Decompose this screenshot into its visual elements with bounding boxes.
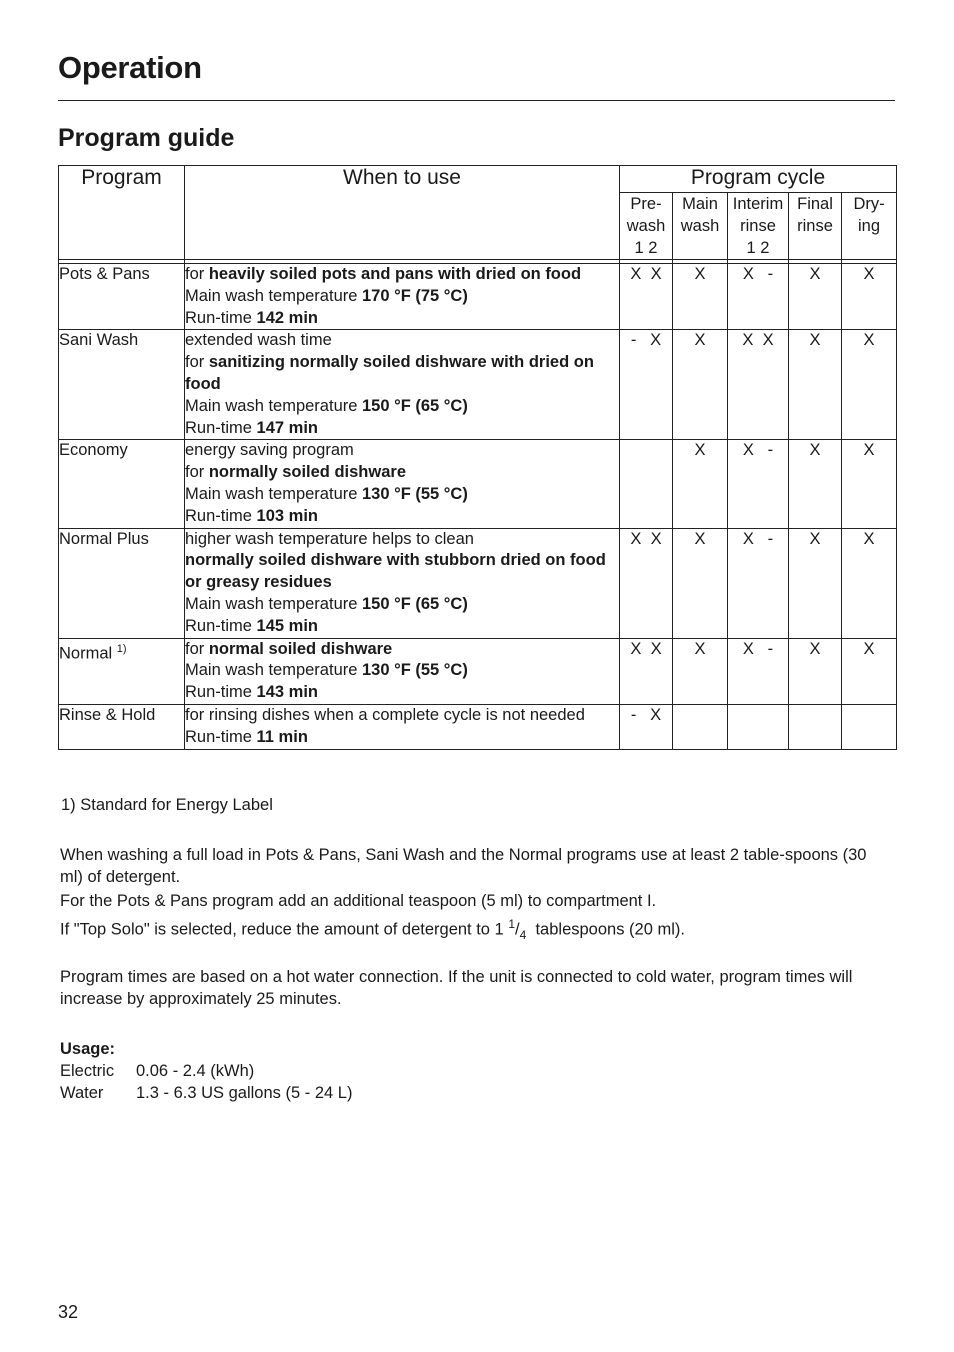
top-solo-text-end: tablespoons (20 ml). [526,920,685,939]
cycle-drying: X [842,638,897,704]
program-name-text: Sani Wash [59,331,139,350]
usage-line-text: Main wash temperature [185,594,362,613]
usage-line-emphasis: 150 °F (65 °C) [362,396,468,415]
usage-electric-value: 0.06 - 2.4 (kWh) [136,1062,255,1080]
cycle-mainwash: X [673,440,728,528]
header-interim-line: 1 2 [746,239,770,257]
header-prewash-line: 1 2 [634,239,658,257]
when-to-use [185,440,620,528]
page-title: Operation [58,50,202,85]
cycle-interim: X - [728,528,789,638]
cycle-mainwash: X [673,330,728,440]
table-row [59,638,897,704]
program-name-text: Economy [59,441,128,460]
header-drying-line: Dry- [853,195,885,213]
cycle-interim: X X [728,330,789,440]
header-mainwash-line: Main [682,195,718,213]
when-to-use [185,638,620,704]
pots-pans-paragraph: For the Pots & Pans program add an additional teaspoon (5 ml) to compartment I. [60,892,657,910]
cycle-mainwash: X [673,528,728,638]
cycle-drying: X [842,528,897,638]
usage-line-emphasis: 147 min [256,418,318,437]
top-solo-text: If "Top Solo" is selected, reduce the amount of detergent to 1 [60,920,509,939]
cycle-drying [842,704,897,749]
usage-line-text: for [185,639,209,658]
usage-line [185,396,619,418]
program-name [59,528,185,638]
usage-line-text: Main wash temperature [185,396,362,415]
usage-line [185,682,619,704]
page-number: 32 [58,1302,79,1322]
usage-line-text: for [185,463,209,482]
cycle-final: X [789,440,842,528]
usage-line-emphasis: normally soiled dishware [208,463,406,482]
header-interim-line: Interim [732,195,784,213]
usage-line-text: for [185,353,209,372]
header-final-rinse [789,193,842,260]
title-divider [58,100,895,101]
usage-line-text: Run-time [185,727,257,746]
footnote: 1) Standard for Energy Label [61,796,273,814]
usage-line [185,484,619,506]
cycle-prewash: - X [620,330,673,440]
fraction-numerator: 1 [508,917,516,931]
table-row [59,264,897,330]
header-final-line: rinse [797,217,833,235]
header-mainwash [673,193,728,260]
cycle-final: X [789,264,842,330]
program-name-text: Normal Plus [59,529,149,548]
header-prewash-line: Pre- [630,195,662,213]
usage-line-emphasis: 103 min [256,506,318,525]
cycle-mainwash: X [673,638,728,704]
program-name [59,264,185,330]
when-to-use [185,264,620,330]
table-row [59,330,897,440]
usage-line-text: Run-time [185,418,257,437]
cycle-interim [728,704,789,749]
cycle-interim: X - [728,440,789,528]
program-name-text: Rinse & Hold [59,705,156,724]
usage-line-text: Main wash temperature [185,286,362,305]
cycle-interim: X - [728,638,789,704]
usage-line-emphasis: 170 °F (75 °C) [362,286,468,305]
usage-line [185,330,619,352]
usage-line [185,506,619,528]
usage-line [185,550,619,594]
usage-line [185,639,619,661]
cycle-final: X [789,638,842,704]
header-prewash-line: wash [626,217,666,235]
program-name [59,638,185,704]
usage-line [185,462,619,484]
fraction-slash: / [515,920,520,939]
usage-line [185,264,619,286]
usage-line-emphasis: normally soiled dishware with stubborn dried on food or greasy residues [185,551,606,592]
usage-line [185,660,619,682]
when-to-use [185,704,620,749]
table-row [59,704,897,749]
program-name [59,330,185,440]
cycle-prewash: X X [620,264,673,330]
cycle-prewash: - X [620,704,673,749]
usage-line-text: for [185,265,209,283]
cycle-interim: X - [728,264,789,330]
usage-line-text: Main wash temperature [185,484,362,503]
header-when-to-use: When to use [185,166,620,260]
section-title: Program guide [58,124,235,152]
usage-line [185,352,619,396]
fraction-denominator: 4 [519,927,527,942]
usage-line [185,529,619,551]
usage-line-text: Run-time [185,308,257,327]
cycle-mainwash: X [673,264,728,330]
usage-line-text: extended wash time [185,331,332,350]
usage-line [185,418,619,440]
program-name-text: Normal [59,644,117,663]
header-interim-line: rinse [740,217,776,235]
program-name [59,440,185,528]
cycle-drying: X [842,264,897,330]
usage-line [185,616,619,638]
usage-line-text: higher wash temperature helps to clean [185,529,474,548]
usage-electric-label: Electric [60,1062,115,1080]
usage-line [185,308,619,330]
usage-line-emphasis: 145 min [256,616,318,635]
usage-line-emphasis: 143 min [256,683,318,702]
header-final-line: Final [797,195,833,213]
cycle-prewash: X X [620,528,673,638]
program-name [59,704,185,749]
cycle-final [789,704,842,749]
usage-line [185,286,619,308]
when-to-use [185,330,620,440]
header-mainwash-line: wash [680,217,720,235]
table-row [59,440,897,528]
usage-water-label: Water [60,1084,104,1102]
program-name-text: Pots & Pans [59,265,150,283]
cycle-prewash [620,440,673,528]
usage-line-text: Run-time [185,683,257,702]
usage-line-text: energy saving program [185,441,354,460]
program-times-paragraph: Program times are based on a hot water connection. If the unit is connected to cold water, program times will increase by approximately 25 minutes. [60,968,853,1008]
header-prewash [620,193,673,260]
usage-line-emphasis: normal soiled dishware [208,639,393,658]
usage-label: Usage: [60,1040,116,1058]
program-guide-table [58,165,897,750]
cycle-final: X [789,528,842,638]
usage-line [185,594,619,616]
header-interim-rinse [728,193,789,260]
usage-line-text: Run-time [185,506,257,525]
header-program-cycle: Program cycle [620,166,897,193]
footnote-marker: 1) [116,642,127,655]
usage-line-text: Run-time [185,616,257,635]
usage-line-text: for rinsing dishes when a complete cycle is not needed [185,705,585,724]
usage-line-emphasis: 11 min [256,727,308,746]
top-solo-paragraph [60,913,890,946]
header-drying-line: ing [858,217,881,235]
usage-water [60,1082,890,1104]
usage-line-emphasis: 130 °F (55 °C) [362,661,468,680]
usage-line-emphasis: heavily soiled pots and pans with dried on food [208,265,582,283]
cycle-drying: X [842,330,897,440]
cycle-prewash: X X [620,638,673,704]
usage-line [185,705,619,727]
usage-line-emphasis: 130 °F (55 °C) [362,484,468,503]
usage-line [185,440,619,462]
when-to-use [185,528,620,638]
header-drying [842,193,897,260]
usage-line-text: Main wash temperature [185,661,362,680]
cycle-final: X [789,330,842,440]
cycle-mainwash [673,704,728,749]
usage-line [185,727,619,749]
usage-water-value: 1.3 - 6.3 US gallons (5 - 24 L) [136,1084,353,1102]
usage-line-emphasis: 150 °F (65 °C) [362,594,468,613]
cycle-drying: X [842,440,897,528]
usage-line-emphasis: sanitizing normally soiled dishware with dried on food [185,353,594,393]
usage-electric [60,1060,890,1082]
header-program: Program [59,166,185,260]
usage-line-emphasis: 142 min [256,308,318,327]
table-row [59,528,897,638]
detergent-paragraph: When washing a full load in Pots & Pans, Sani Wash and the Normal programs use at least 2 table-spoons (30 ml) of detergent. [60,846,867,886]
